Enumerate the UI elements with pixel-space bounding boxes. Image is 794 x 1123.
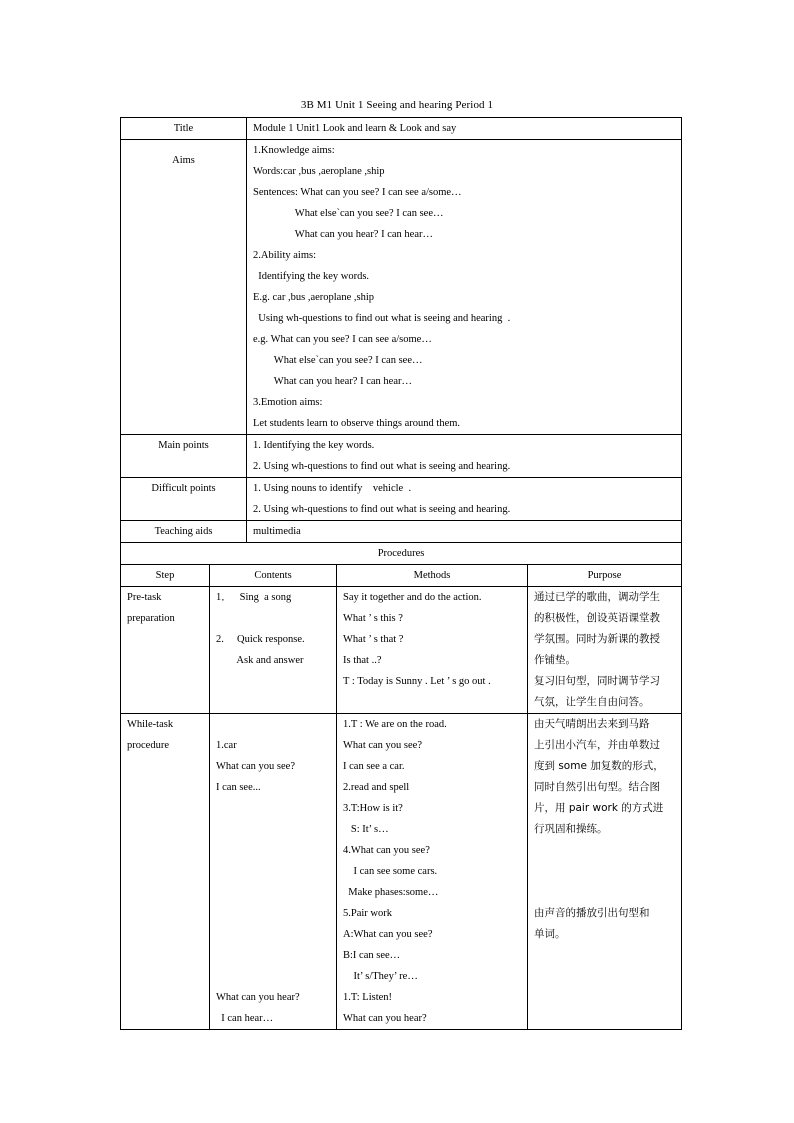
methods-text: 3.T:How is it? bbox=[343, 803, 403, 814]
methods-text: It’ s/They’ re… bbox=[343, 971, 418, 982]
methods-text: I can see some cars. bbox=[343, 866, 438, 877]
methods-text: What ’ s this ? bbox=[343, 613, 403, 624]
column-header-purpose: Purpose bbox=[528, 565, 682, 587]
contents-text: 1.car bbox=[216, 740, 237, 751]
aims-line: e.g. What can you see? I can see a/some… bbox=[253, 334, 432, 345]
aims-label-text: Aims bbox=[172, 155, 195, 166]
step-text: While-task bbox=[127, 719, 174, 730]
purpose-text: 由天气晴朗出去来到马路 bbox=[534, 718, 650, 730]
aims-line: Using wh-questions to find out what is seeing and hearing . bbox=[253, 313, 511, 324]
aims-line: 3.Emotion aims: bbox=[253, 397, 323, 408]
methods-text: B:I can see… bbox=[343, 950, 401, 961]
title-row bbox=[121, 118, 682, 140]
difficult-points-content bbox=[247, 478, 682, 521]
column-header-contents: Contents bbox=[210, 565, 337, 587]
purpose-text: 同时自然引出句型。结合图 bbox=[534, 781, 660, 793]
difficult-point-item: 1. Using nouns to identify vehicle . bbox=[253, 483, 412, 494]
aims-line: E.g. car ,bus ,aeroplane ,ship bbox=[253, 292, 375, 303]
methods-text: S: It’ s… bbox=[343, 824, 389, 835]
contents-text: Ask and answer bbox=[216, 655, 304, 666]
step-text: preparation bbox=[127, 613, 175, 624]
main-points-label: Main points bbox=[121, 435, 247, 478]
procedures-heading-row bbox=[121, 543, 682, 565]
pre-task-step bbox=[121, 587, 210, 714]
aims-line: What can you hear? I can hear… bbox=[253, 229, 433, 240]
methods-text: 5.Pair work bbox=[343, 908, 392, 919]
purpose-text: 的积极性，创设英语课堂教 bbox=[534, 612, 660, 624]
document-title: 3B M1 Unit 1 Seeing and hearing Period 1 bbox=[300, 99, 494, 111]
contents-text: I can see... bbox=[216, 782, 261, 793]
contents-text: 2. Quick response. bbox=[216, 634, 305, 645]
aims-line: Identifying the key words. bbox=[253, 271, 370, 282]
purpose-text: 上引出小汽车，并由单数过 bbox=[534, 739, 660, 751]
procedures-header-row bbox=[121, 565, 682, 587]
contents-text: What can you see? bbox=[216, 761, 296, 772]
main-points-row bbox=[121, 435, 682, 478]
while-task-contents bbox=[210, 714, 337, 1030]
purpose-text: 复习旧句型，同时调节学习 bbox=[534, 675, 660, 687]
pre-task-contents bbox=[210, 587, 337, 714]
contents-text bbox=[216, 608, 330, 629]
contents-text: 1． Sing a song bbox=[216, 592, 292, 603]
pre-task-methods bbox=[337, 587, 528, 714]
contents-text: I can hear… bbox=[216, 1013, 274, 1024]
purpose-text: 气氛，让学生自由问答。 bbox=[534, 696, 650, 708]
aims-line: What else`can you see? I can see… bbox=[253, 208, 444, 219]
purpose-text: 通过已学的歌曲，调动学生 bbox=[534, 591, 660, 603]
aims-line: 2.Ability aims: bbox=[253, 250, 316, 261]
aims-line: Words:car ,bus ,aeroplane ,ship bbox=[253, 166, 385, 177]
methods-text: What can you see? bbox=[343, 740, 423, 751]
teaching-aids-row bbox=[121, 521, 682, 543]
while-task-step bbox=[121, 714, 210, 1030]
methods-text: Make phases:some… bbox=[343, 887, 439, 898]
step-text: Pre-task bbox=[127, 592, 162, 603]
aims-line: Let students learn to observe things around them. bbox=[253, 418, 461, 429]
aims-line: Sentences: What can you see? I can see a/some… bbox=[253, 187, 462, 198]
title-label: Title bbox=[121, 118, 247, 140]
contents-text bbox=[216, 714, 330, 735]
while-task-row bbox=[121, 714, 682, 1030]
aims-label bbox=[121, 140, 247, 435]
main-point-item: 1. Identifying the key words. bbox=[253, 440, 375, 451]
main-point-item: 2. Using wh-questions to find out what is seeing and hearing. bbox=[253, 461, 511, 472]
methods-text: What can you hear? bbox=[343, 1013, 427, 1024]
purpose-text: 学氛围。同时为新课的教授 bbox=[534, 633, 660, 645]
procedures-heading: Procedures bbox=[121, 543, 682, 565]
teaching-aids-value: multimedia bbox=[247, 521, 682, 543]
purpose-text: 片，用 pair work 的方式进 bbox=[534, 802, 664, 814]
contents-text: What can you hear? bbox=[216, 992, 300, 1003]
difficult-point-item: 2. Using wh-questions to find out what is seeing and hearing. bbox=[253, 504, 511, 515]
aims-line: What else`can you see? I can see… bbox=[253, 355, 423, 366]
methods-text: Say it together and do the action. bbox=[343, 592, 482, 603]
column-header-step: Step bbox=[121, 565, 210, 587]
methods-text: 4.What can you see? bbox=[343, 845, 430, 856]
while-task-purpose bbox=[528, 714, 682, 1030]
methods-text: Is that ..? bbox=[343, 655, 382, 666]
purpose-text: 行巩固和操练。 bbox=[534, 823, 608, 835]
aims-line: What can you hear? I can hear… bbox=[253, 376, 412, 387]
purpose-text: 由声音的播放引出句型和 bbox=[534, 907, 650, 919]
purpose-text: 单词。 bbox=[534, 928, 566, 940]
difficult-points-row bbox=[121, 478, 682, 521]
methods-text: 1.T: Listen! bbox=[343, 992, 393, 1003]
difficult-points-label: Difficult points bbox=[121, 478, 247, 521]
teaching-aids-label: Teaching aids bbox=[121, 521, 247, 543]
aims-row bbox=[121, 140, 682, 435]
main-points-content bbox=[247, 435, 682, 478]
pre-task-purpose bbox=[528, 587, 682, 714]
step-text: procedure bbox=[127, 740, 169, 751]
lesson-plan-table bbox=[120, 117, 682, 1030]
methods-text: A:What can you see? bbox=[343, 929, 433, 940]
methods-text: What ’ s that ? bbox=[343, 634, 404, 645]
aims-content bbox=[247, 140, 682, 435]
purpose-text: 作铺垫。 bbox=[534, 654, 576, 666]
methods-text: I can see a car. bbox=[343, 761, 405, 772]
while-task-methods bbox=[337, 714, 528, 1030]
methods-text: 2.read and spell bbox=[343, 782, 410, 793]
title-value: Module 1 Unit1 Look and learn & Look and say bbox=[247, 118, 682, 140]
methods-text: T : Today is Sunny . Let ’ s go out . bbox=[343, 676, 491, 687]
aims-line: 1.Knowledge aims: bbox=[253, 145, 335, 156]
methods-text: 1.T : We are on the road. bbox=[343, 719, 447, 730]
purpose-text: 度到 some 加复数的形式， bbox=[534, 760, 664, 772]
pre-task-row bbox=[121, 587, 682, 714]
column-header-methods: Methods bbox=[337, 565, 528, 587]
